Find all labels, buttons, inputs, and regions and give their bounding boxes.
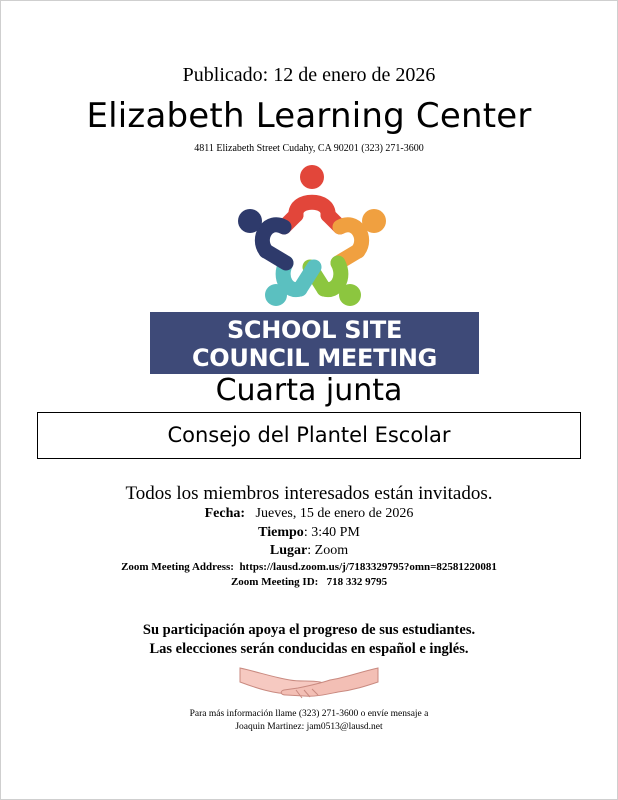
meeting-number: Cuarta junta [215,373,403,408]
banner-line-2: COUNCIL MEETING [191,344,438,372]
meeting-place [0,543,618,559]
date-label: Fecha: [204,506,246,521]
place-value: : Zoom [307,543,349,558]
school-name: Elizabeth Learning Center [86,96,532,136]
meeting-banner [150,312,479,374]
message-line-2: Las elecciones serán conducidas en español e inglés. [149,641,469,657]
handshake-icon [238,660,380,702]
date-value: Jueves, 15 de enero de 2026 [255,506,414,521]
zoom-id-label: Zoom Meeting ID: [230,576,319,588]
banner-line-1: SCHOOL SITE [226,316,403,344]
people-circle-logo-icon [236,163,388,311]
zoom-address [0,561,618,573]
council-name: Consejo del Plantel Escolar [167,423,451,447]
time-value: : 3:40 PM [303,525,360,540]
time-label: Tiempo [258,525,304,540]
footer-contact-line-2: Joaquin Martinez: jam0513@lausd.net [235,722,383,732]
school-address: 4811 Elizabeth Street Cudahy, CA 90201 (323) 271-3600 [194,143,424,154]
meeting-time [0,525,618,541]
zoom-id [0,576,618,588]
footer-contact-line-1: Para más información llame (323) 271-3600 o envíe mensaje a [189,709,429,719]
place-label: Lugar [269,543,308,558]
message-line-1: Su participación apoya el progreso de sus estudiantes. [142,622,476,638]
zoom-address-link[interactable]: https://lausd.zoom.us/j/7183329795?omn=82581220081 [239,561,497,573]
meeting-date [0,506,618,522]
invitation-text: Todos los miembros interesados están invitados. [125,483,493,504]
council-title-box [37,412,581,459]
published-date: Publicado: 12 de enero de 2026 [182,64,436,86]
zoom-id-value: 718 332 9795 [326,576,388,588]
zoom-address-label: Zoom Meeting Address: [121,561,234,573]
